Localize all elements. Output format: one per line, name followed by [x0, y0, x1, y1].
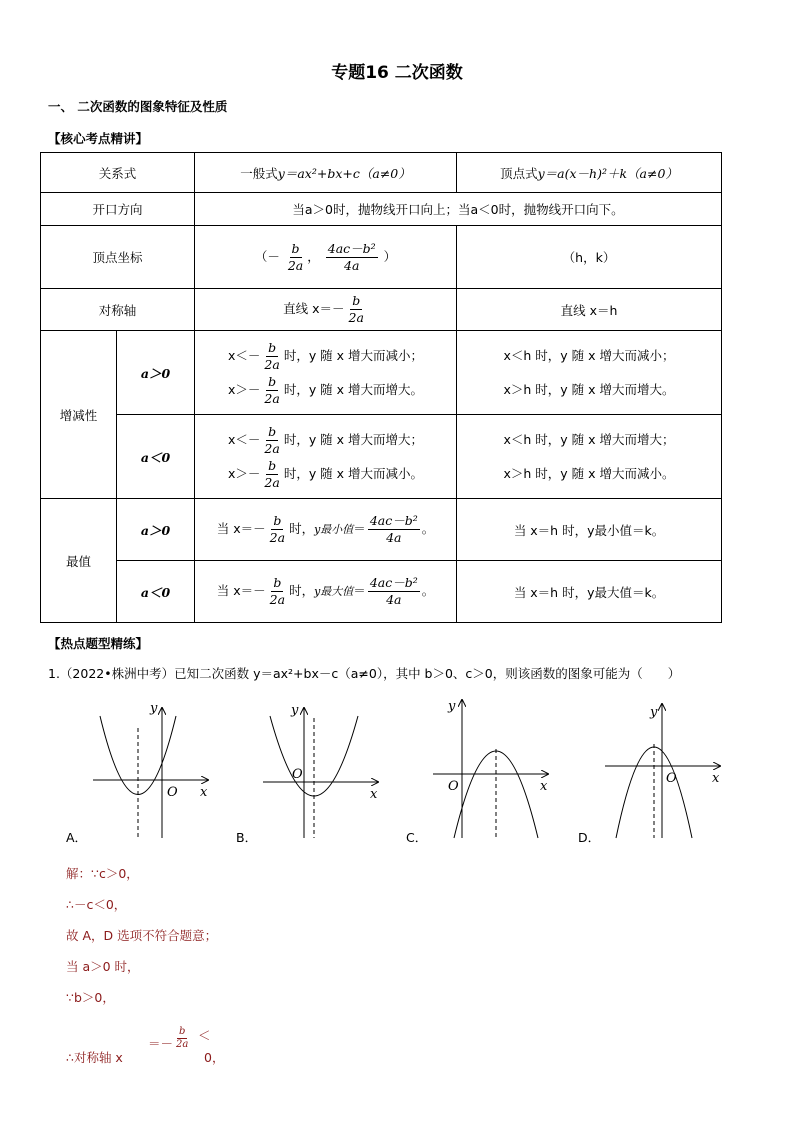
option-b[interactable]: B．	[236, 830, 258, 845]
mono-pos-vertex: x＜h 时，y 随 x 增大而减小； x＞h 时，y 随 x 增大而增大。	[457, 331, 722, 415]
origin-label: O	[666, 771, 677, 786]
option-c[interactable]: C．	[406, 830, 428, 845]
question-1: 1.（2022•株洲中考）已知二次函数 y＝ax²+bx－c（a≠0），其中 b＞0、c＞0，则该函数的图象可能为（ ）	[48, 666, 681, 681]
graph-d	[600, 696, 730, 840]
origin-label: O	[167, 785, 178, 800]
mono-pos-general: x＜－ $\frac{b}{2a}$ 时，y 随 x 增大而减小； x＞－ $\frac{b}{2a}$ 时，y 随 x 增大而增大。	[195, 331, 457, 415]
axis-vertex: 直线 x＝h	[457, 289, 722, 331]
hot-heading: 【热点题型精练】	[48, 636, 149, 651]
header-vertex: 顶点坐标	[41, 226, 195, 289]
solution-line-6: ∴对称轴 x ＝－ $\frac{b}{2a}$ ＜ 0，	[66, 1026, 225, 1065]
option-a[interactable]: A．	[66, 830, 88, 845]
general-form: 一般式y＝ax²+bx+c（a≠0）	[195, 153, 457, 193]
header-relation: 关系式	[41, 153, 195, 193]
x-label: x	[712, 771, 720, 786]
vertex-general: （－ $\frac{b}{2a}$ ， $\frac{\text{4ac－b²}}{4a}$ ）	[195, 226, 457, 289]
header-extreme: 最值	[41, 499, 117, 623]
graph-c	[428, 694, 558, 840]
mono-a-pos: a＞0	[117, 331, 195, 415]
page-title: 专题16 二次函数	[331, 63, 463, 83]
solution-line-3: 故 A，D 选项不符合题意；	[66, 928, 218, 943]
ext-a-neg: a＜0	[117, 561, 195, 623]
y-label: y	[291, 703, 299, 718]
section-heading: 一、 二次函数的图象特征及性质	[48, 99, 228, 114]
x-label: x	[200, 785, 208, 800]
header-axis: 对称轴	[41, 289, 195, 331]
ext-neg-general: 当 x＝－ $\frac{b}{2a}$ 时，y最大值＝ $\frac{\text{4ac－b²}}{4a}$ 。	[195, 561, 457, 623]
origin-label: O	[292, 767, 303, 782]
x-label: x	[540, 779, 548, 794]
core-heading: 【核心考点精讲】	[48, 131, 149, 146]
opening-text: 当a＞0时，抛物线开口向上；当a＜0时，抛物线开口向下。	[195, 193, 722, 226]
ext-pos-general: 当 x＝－ $\frac{b}{2a}$ 时，y最小值＝ $\frac{\text{4ac－b²}}{4a}$ 。	[195, 499, 457, 561]
header-opening: 开口方向	[41, 193, 195, 226]
properties-table	[40, 152, 722, 623]
option-d[interactable]: D．	[578, 830, 601, 845]
solution-line-4: 当 a＞0 时，	[66, 959, 140, 974]
axis-general: 直线 x＝－ $\frac{b}{2a}$	[195, 289, 457, 331]
origin-label: O	[448, 779, 459, 794]
solution-line-5: ∵b＞0，	[66, 990, 115, 1005]
ext-a-pos: a＞0	[117, 499, 195, 561]
vertex-form: 顶点式y＝a(x－h)²＋k（a≠0）	[457, 153, 722, 193]
ext-pos-vertex: 当 x＝h 时，y最小值＝k。	[457, 499, 722, 561]
header-monotonicity: 增减性	[41, 331, 117, 499]
mono-neg-general: x＜－ $\frac{b}{2a}$ 时，y 随 x 增大而增大； x＞－ $\frac{b}{2a}$ 时，y 随 x 增大而减小。	[195, 415, 457, 499]
graph-a	[88, 698, 218, 840]
parabola	[100, 716, 176, 795]
x-label: x	[370, 787, 378, 802]
mono-a-neg: a＜0	[117, 415, 195, 499]
y-label: y	[650, 705, 658, 720]
solution-line-2: ∴－c＜0，	[66, 897, 127, 912]
ext-neg-vertex: 当 x＝h 时，y最大值＝k。	[457, 561, 722, 623]
solution-line-1: 解：∵c＞0，	[66, 866, 139, 881]
graph-b	[258, 698, 388, 840]
y-label: y	[448, 699, 456, 714]
y-label: y	[150, 701, 158, 716]
mono-neg-vertex: x＜h 时，y 随 x 增大而增大； x＞h 时，y 随 x 增大而减小。	[457, 415, 722, 499]
vertex-hk: （h，k）	[457, 226, 722, 289]
